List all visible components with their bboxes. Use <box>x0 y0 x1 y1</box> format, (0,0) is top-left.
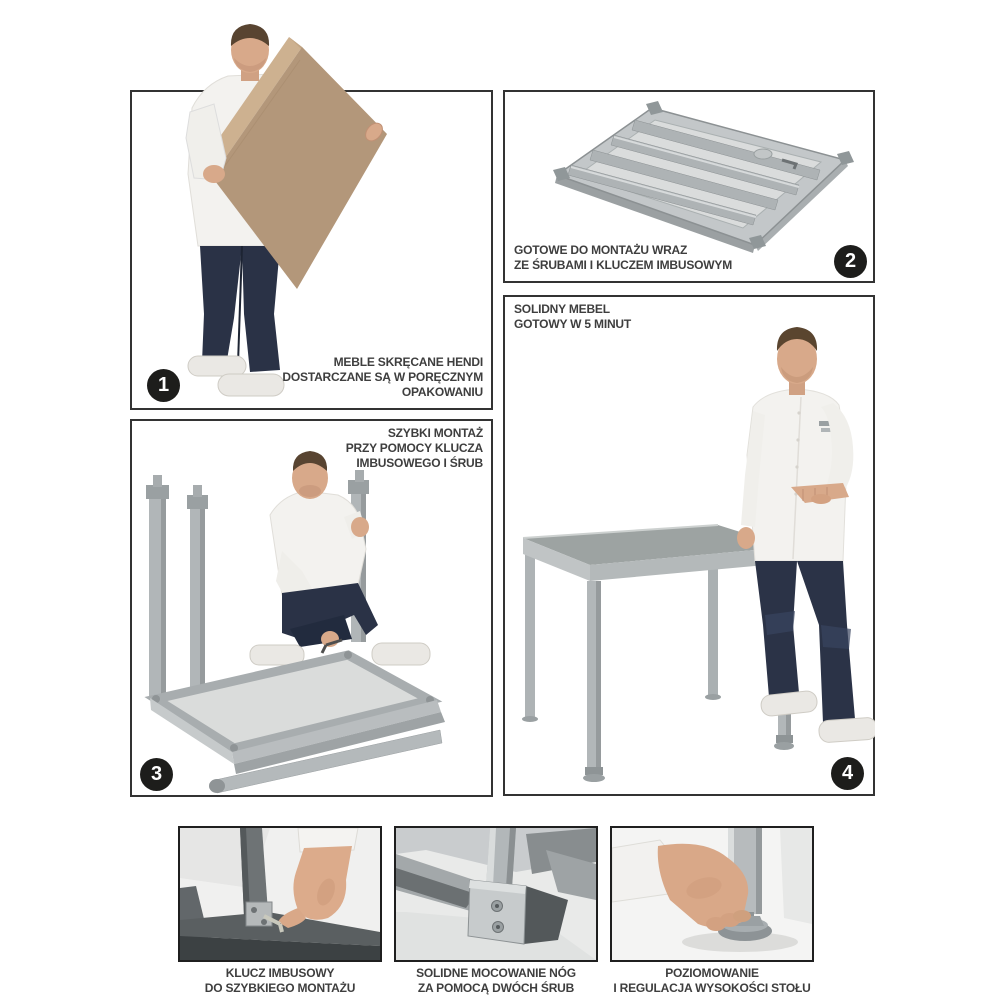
caption-line: PRZY POMOCY KLUCZA <box>345 441 483 455</box>
scene-bracket-close-up <box>396 828 596 960</box>
leg-foot-stem <box>355 470 364 482</box>
step-4-caption <box>514 302 631 332</box>
caption-line: GOTOWY W 5 MINUT <box>514 317 632 331</box>
bracket-screw <box>261 919 267 925</box>
leg-foot <box>348 480 369 494</box>
stubble <box>299 485 321 497</box>
leg-foot <box>187 495 208 509</box>
leg-foot <box>705 694 721 700</box>
table-leg-back-left <box>525 547 535 717</box>
presenting-chef <box>737 327 875 743</box>
detail-photo-foot-leveling <box>610 826 814 962</box>
finger <box>733 910 751 922</box>
detail-photo-hex-key <box>178 826 382 962</box>
coat-button <box>796 438 799 441</box>
caption-line: POZIOMOWANIE <box>665 966 759 980</box>
leg-foot <box>146 485 169 499</box>
step-2-caption <box>514 243 732 273</box>
shoe-left <box>250 645 304 665</box>
caption-line: GOTOWE DO MONTAŻU WRAZ <box>514 243 688 257</box>
scene-foot-leveling-close-up <box>612 828 812 960</box>
leg-foot-stem <box>193 485 202 497</box>
caption-line: ZA POMOCĄ DWÓCH ŚRUB <box>417 981 575 995</box>
leg-shade <box>200 507 205 710</box>
jeans-left-leg <box>200 246 242 366</box>
screw-bag <box>754 149 772 159</box>
leg-shade <box>161 497 166 700</box>
step-3-caption <box>346 426 483 471</box>
detail-caption-foot-leveling <box>582 966 842 996</box>
caption-line: ZE ŚRUBAMI I KLUCZEM IMBUSOWYM <box>514 258 732 272</box>
leg-foot-stem <box>585 767 603 775</box>
caption-line: SOLIDNE MOCOWANIE NÓG <box>416 966 576 980</box>
caption-line: SOLIDNY MEBEL <box>514 302 610 316</box>
caption-line: IMBUSOWEGO I ŚRUB <box>356 456 483 470</box>
shoe-right <box>372 643 430 665</box>
coat-button <box>797 411 800 414</box>
scene-hex-key-close-up <box>180 828 380 960</box>
step-panel-3 <box>130 419 493 797</box>
caption-line: KLUCZ IMBUSOWY <box>225 966 335 980</box>
step-2-number-badge: 2 <box>834 245 867 278</box>
shoe-right <box>818 717 875 743</box>
jeans-knee-fade <box>821 625 851 649</box>
hex-socket <box>495 904 499 908</box>
jeans-right-leg <box>242 246 280 372</box>
step-panel-4 <box>503 295 875 796</box>
caption-line: OPAKOWANIU <box>401 385 483 399</box>
leg-foot <box>583 774 605 782</box>
shoe-front <box>218 374 284 396</box>
assembled-table <box>522 525 794 782</box>
scene-chef-carrying-package <box>130 8 493 412</box>
step-panel-1 <box>130 90 493 410</box>
step-panel-2 <box>503 90 875 283</box>
step-4-number-badge: 4 <box>831 757 864 790</box>
near-hand <box>203 165 225 183</box>
caption-line: DOSTARCZANE SĄ W PORĘCZNYM <box>282 370 483 384</box>
detail-photo-leg-bracket <box>394 826 598 962</box>
scene-assembled-table <box>503 295 875 796</box>
hand-on-table <box>737 527 755 549</box>
step-3-number-badge: 3 <box>140 758 173 791</box>
hand-gripping-leg <box>351 517 369 537</box>
leg-foot-stem <box>153 475 162 487</box>
crouching-chef <box>250 451 430 665</box>
leg-shade <box>596 581 601 769</box>
leg-foot-stem <box>776 735 793 743</box>
table-edge-behind <box>780 828 812 924</box>
step-1-number-badge: 1 <box>147 369 180 402</box>
loose-leg-foot <box>209 779 225 793</box>
shoe-back <box>188 356 246 376</box>
scene-upside-down-assembly <box>130 419 493 797</box>
hex-socket <box>496 925 500 929</box>
leg-shade <box>756 828 762 914</box>
mounting-bracket <box>246 902 272 926</box>
caption-line: MEBLE SKRĘCANE HENDI <box>333 355 483 369</box>
finger <box>706 917 726 931</box>
chef-head <box>231 24 269 81</box>
coat-button <box>795 465 798 468</box>
step-1-caption <box>282 355 483 400</box>
leg-foot <box>522 716 538 722</box>
caption-line: DO SZYBKIEGO MONTAŻU <box>204 981 356 995</box>
caption-line: SZYBKI MONTAŻ <box>387 426 483 440</box>
caption-line: I REGULACJA WYSOKOŚCI STOŁU <box>613 981 811 995</box>
bracket-screw <box>251 907 257 913</box>
corner-joint <box>344 651 352 659</box>
leg-foot <box>774 742 794 750</box>
thumb <box>811 494 831 504</box>
